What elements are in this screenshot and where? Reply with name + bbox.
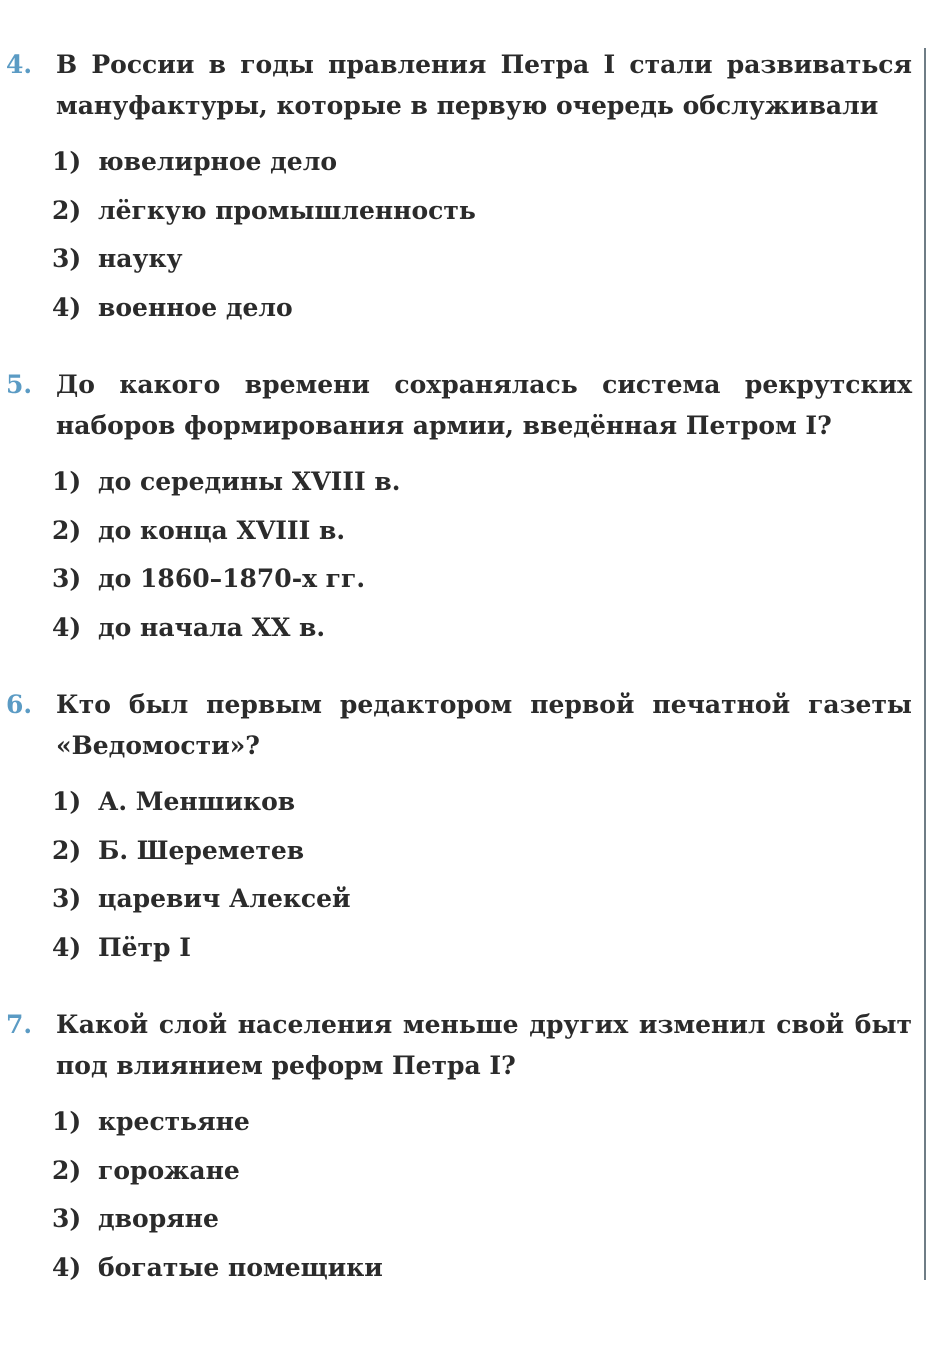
question-number: 6. xyxy=(6,690,33,719)
option-number: 3) xyxy=(52,244,82,273)
question-text: До какого времени сохранялась система рекрутских наборов формирования армии, введённая Петром I? xyxy=(56,370,912,440)
answer-option xyxy=(52,555,400,604)
option-number: 2) xyxy=(52,1155,82,1185)
answer-option xyxy=(52,1195,383,1244)
answer-option xyxy=(52,1098,383,1147)
option-label: царевич Алексей xyxy=(98,884,351,913)
option-number: 1) xyxy=(52,467,82,496)
option-label: дворяне xyxy=(98,1204,219,1233)
option-number: 3) xyxy=(52,884,82,913)
answer-option xyxy=(52,827,351,876)
option-number: 4) xyxy=(52,932,82,962)
option-label: А. Меншиков xyxy=(98,787,296,816)
answer-option xyxy=(52,778,351,827)
answer-options xyxy=(52,778,351,972)
question-text: Какой слой населения меньше других изменил свой быт под влиянием реформ Петра I? xyxy=(56,1010,912,1080)
answer-options xyxy=(52,458,400,652)
question-number: 4. xyxy=(6,50,33,79)
option-number: 2) xyxy=(52,835,82,865)
option-number: 1) xyxy=(52,1107,82,1136)
question-number: 7. xyxy=(6,1010,33,1039)
answer-option xyxy=(52,235,476,284)
option-label: до конца XVIII в. xyxy=(98,515,346,545)
option-number: 3) xyxy=(52,564,82,593)
option-label: науку xyxy=(98,244,183,273)
option-number: 4) xyxy=(52,1252,82,1282)
answer-option xyxy=(52,138,476,187)
option-label: до середины XVIII в. xyxy=(98,467,401,496)
option-label: лёгкую промышленность xyxy=(98,195,476,225)
option-label: до начала XX в. xyxy=(98,612,326,642)
question-text: В России в годы правления Петра I стали развиваться мануфактуры, которые в первую очередь обслуживали xyxy=(56,50,912,120)
answer-option xyxy=(52,507,400,556)
option-number: 1) xyxy=(52,147,82,176)
option-number: 2) xyxy=(52,195,82,225)
answer-option xyxy=(52,604,400,653)
answer-option xyxy=(52,284,476,333)
answer-options xyxy=(52,1098,383,1292)
option-number: 1) xyxy=(52,787,82,816)
option-label: Б. Шереметев xyxy=(98,835,305,865)
option-number: 3) xyxy=(52,1204,82,1233)
answer-option xyxy=(52,1244,383,1293)
option-label: до 1860–1870-х гг. xyxy=(98,564,366,593)
answer-option xyxy=(52,1147,383,1196)
option-label: горожане xyxy=(98,1155,240,1185)
option-label: военное дело xyxy=(98,292,293,322)
option-label: ювелирное дело xyxy=(98,147,338,176)
option-number: 4) xyxy=(52,292,82,322)
question-text: Кто был первым редактором первой печатной газеты «Ведомости»? xyxy=(56,690,912,760)
option-label: богатые помещики xyxy=(98,1252,383,1282)
right-margin-rule xyxy=(924,48,926,1280)
answer-options xyxy=(52,138,476,332)
question-number: 5. xyxy=(6,370,33,399)
answer-option xyxy=(52,187,476,236)
answer-option xyxy=(52,458,400,507)
option-label: крестьяне xyxy=(98,1107,250,1136)
answer-option xyxy=(52,875,351,924)
option-number: 2) xyxy=(52,515,82,545)
option-number: 4) xyxy=(52,612,82,642)
answer-option xyxy=(52,924,351,973)
option-label: Пётр I xyxy=(98,932,191,962)
